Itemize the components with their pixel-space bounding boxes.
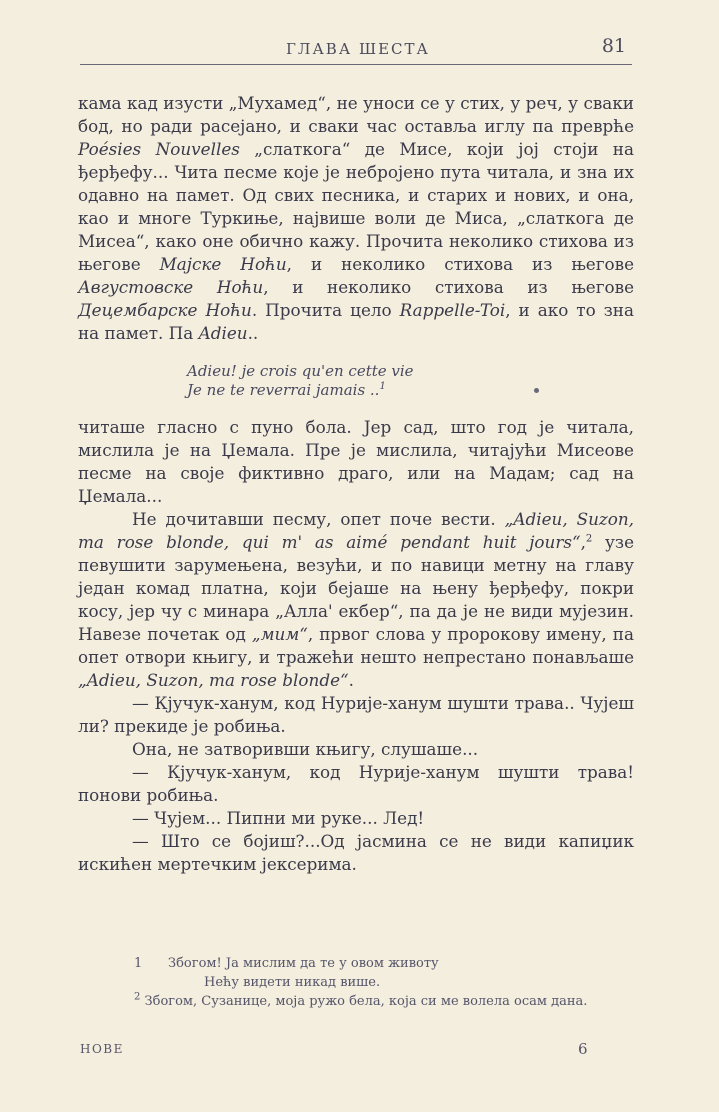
body-text	[78, 92, 634, 876]
paragraph-7: — Чујем... Пипни ми руке... Лед!	[132, 808, 425, 828]
paragraph-5: Она, не затворивши књигу, слушаше...	[132, 739, 479, 759]
footnotes	[80, 954, 636, 1011]
footnote-mark-2: 2	[585, 533, 593, 545]
footnote-2-number: 2	[134, 991, 141, 1003]
page-header	[80, 34, 632, 65]
printer-signature: НОВЕ	[80, 1042, 124, 1056]
verse-line-2: Je ne te reverrai jamais ..$^1$	[187, 381, 386, 399]
paragraph-1: кама кад изусти „Мухамед“, не уноси се у стих, у реч, у сваки бод, но ради расејано, и сваки час оставља иглу па преврће Poésies Nouvelles „слаткога“ де Мисе, који јој стоји на ђерђефу... Чита песме које је небројено пута читала, и зна их одавно на памет. Од свих песника, и старих и нових, и она, као и многе Туркиње, највише воли де Миса, „слаткога де Мисеа“, како оне обично кажу. Прочита неколико стихова из његове Мајске Ноћи, и неколико стихова из његове Августовске Ноћи, и неколико стихова из његове Децембарске Ноћи. Прочита цело Rappelle-Toi, и ако то зна на памет. Па Adieu..	[78, 93, 635, 343]
paragraph-3: Не дочитавши песму, опет поче вести. „Adieu, Suzon, ma rose blonde, qui m' as aimé pendant huit jours“,$^2$ узе певушити зарумењена, везући, и по навици метну на главу један комад платна, који бејаше на њену ђерђефу, покри косу, јер чу с минара „Алла' екбер“, па да је не види мујезин. Навезе почетак од „мим“, првог слова у пророкову имену, па опет отвори књигу, и тражећи нешто непрестано понављаше „Adieu, Suzon, ma rose blonde“.	[78, 509, 634, 690]
footnote-mark-1: 1	[379, 381, 386, 392]
verse-line-1: Adieu! je crois qu'en cette vie	[187, 362, 414, 380]
paragraph-8: — Што се бојиш?...Од јасмина се не види капиџик искићен мертечким јексерима.	[78, 831, 634, 874]
sheet-number: 6	[578, 1040, 588, 1058]
paragraph-2: читаше гласно с пуно бола. Јер сад, што год је читала, мислила је на Џемала. Пре је мислила, читајући Мисеове песме на своје фиктивно драго, или на Мадам; сад на Џемала...	[78, 417, 634, 506]
verse-quote	[187, 362, 634, 400]
paragraph-4: — Кјучук-ханум, код Нурије-ханум шушти трава.. Чујеш ли? прекиде је робиња.	[78, 693, 634, 736]
running-head: ГЛАВА ШЕСТА	[286, 40, 430, 58]
ink-spot	[534, 388, 539, 393]
footnote-1-number: 1	[134, 956, 143, 971]
paragraph-6: — Кјучук-ханум, код Нурије-ханум шушти трава! понови робиња.	[78, 762, 634, 805]
footnote-1: 1 Збогом! Ја мислим да те у овом животу	[80, 954, 636, 973]
footnote-2: $^2$ Збогом, Сузанице, моја ружо бела, која си ме волела осам дана.	[134, 991, 588, 1009]
footnote-1-line-2: Нећу видети никад више.	[204, 975, 381, 990]
page-number: 81	[601, 35, 626, 57]
